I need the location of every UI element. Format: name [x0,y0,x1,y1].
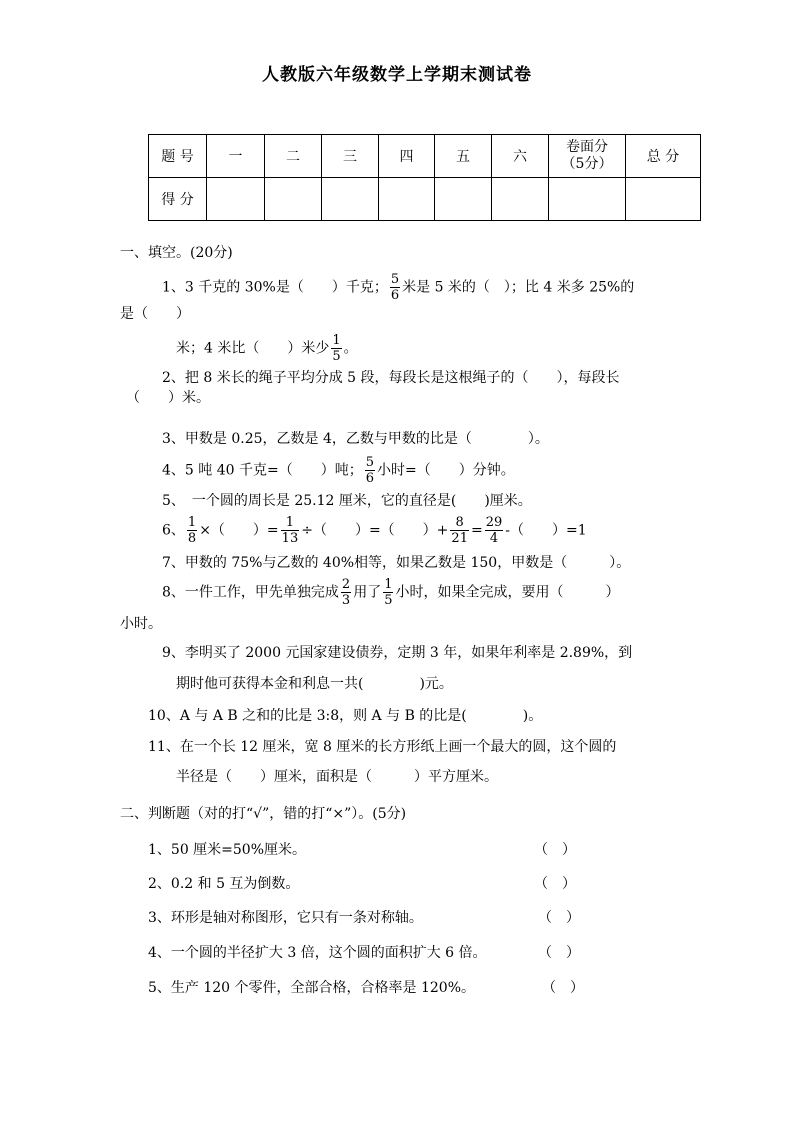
question-text: 1、3 千克的 30%是（ ）千克； [162,279,388,296]
question-text: ×（ ）= [199,522,279,539]
fraction [383,577,393,608]
fraction-denominator: 21 [451,531,468,546]
fraction [485,515,504,546]
fraction [390,272,400,303]
table-header-cell: 三 [322,135,379,178]
question-9-cont [176,674,486,696]
question-text: 米是 5 米的（ ）；比 4 米多 25%的 [402,279,635,296]
table-header-cell: 一 [207,135,265,178]
judge-item: 1、50 厘米=50%厘米。 [148,842,307,858]
score-cell[interactable] [492,178,549,221]
question-text: 小时=（ ）分钟。 [377,462,515,479]
question-10: 10、A 与 A B 之和的比是 3:8，则 A 与 B 的比是( )。 [148,708,543,724]
question-1 [162,272,634,303]
fraction-denominator: 5 [332,349,341,364]
fraction-numerator: 1 [281,515,300,531]
question-9: 9、李明买了 2000 元国家建设债券，定期 3 年，如果年利率是 2.89%，到 [162,645,633,661]
fraction-numerator: 2 [341,577,351,592]
score-cell[interactable] [265,178,322,221]
judge-item: 3、环形是轴对称图形，它只有一条对称轴。 [148,910,423,926]
table-header-cell: 二 [265,135,322,178]
judge-item: 4、一个圆的半径扩大 3 倍，这个圆的面积扩大 6 倍。 [148,945,487,961]
score-cell[interactable] [379,178,435,221]
score-table [148,134,701,221]
fraction [341,577,351,608]
question-text: ÷（ ）=（ ）+ [301,522,449,539]
table-header-cell: 五 [435,135,492,178]
fraction-denominator: 8 [187,531,197,546]
fraction-denominator: 13 [281,531,299,546]
fraction-denominator: 6 [365,471,374,486]
question-1-cont [176,333,358,364]
fraction-numerator: 29 [485,515,503,530]
table-header-cell: 总 分 [626,135,701,178]
fraction-numerator: 8 [450,515,469,531]
question-text: 4、5 吨 40 千克=（ ）吨； [162,462,363,479]
answer-paren[interactable]: （ ） [538,945,580,961]
fraction-numerator: 1 [187,515,197,530]
answer-paren[interactable]: （ ） [538,910,580,926]
question-text: -（ ）=1 [505,522,587,539]
fraction-numerator: 1 [384,577,393,592]
page-title: 人教版六年级数学上学期末测试卷 [262,65,532,85]
question-11-cont: 半径是（ ）厘米，面积是（ ）平方厘米。 [176,769,498,785]
table-header-cell [549,135,626,178]
answer-paren[interactable]: （ ） [534,842,576,858]
question-5: 5、 一个圆的周长是 25.12 厘米，它的直径是( )厘米。 [162,493,532,509]
table-header-cell: 六 [492,135,549,178]
question-6 [162,515,587,546]
table-row-label: 得 分 [149,178,207,221]
header-line: （5分） [561,156,613,172]
fraction-numerator: 5 [365,455,374,470]
question-text: 2、把 8 米长的绳子平均分成 5 段，每段长是这根绳子的（ ），每段长 [162,370,620,386]
question-text: 小时。 [120,616,162,632]
question-8 [162,577,619,608]
fraction-numerator: 5 [390,272,400,287]
question-3: 3、甲数是 0.25，乙数是 4，乙数与甲数的比是（ ）。 [162,431,549,447]
question-text: 6、 [162,522,185,539]
answer-paren[interactable]: （ ） [542,980,584,996]
header-line: 卷面分 [566,139,608,155]
fraction-denominator: 5 [384,593,393,608]
question-11: 11、在一个长 12 厘米，宽 8 厘米的长方形纸上画一个最大的圆，这个圆的 [148,739,617,755]
fraction-denominator: 6 [390,288,400,303]
fraction-denominator: 4 [489,531,499,546]
section-heading: 二、判断题（对的打“√”，错的打“×”）。(5分) [120,806,407,822]
fraction [187,515,197,546]
answer-paren[interactable]: （ ） [534,876,576,892]
question-text: 期时他可获得本金和利息一共( )元。 [176,676,446,692]
score-cell[interactable] [626,178,701,221]
question-text: = [470,522,483,539]
section-heading: 一、填空。(20分) [120,245,233,261]
score-cell[interactable] [322,178,379,221]
fraction-numerator: 1 [332,333,341,348]
question-4 [162,455,515,486]
question-text: 米；4 米比（ ）米少 [176,340,330,357]
question-text: 是（ ） [120,306,190,322]
judge-item: 5、生产 120 个零件，全部合格，合格率是 120%。 [148,980,476,996]
score-cell[interactable] [549,178,626,221]
fraction [450,515,469,546]
score-cell[interactable] [207,178,265,221]
fraction [365,455,375,486]
question-text: 8、一件工作，甲先单独完成 [162,584,339,601]
question-text: 。 [343,340,358,357]
table-header-cell: 四 [379,135,435,178]
question-text: （ ）米。 [126,390,210,406]
faint-mark [446,681,486,690]
score-cell[interactable] [435,178,492,221]
judge-item: 2、0.2 和 5 互为倒数。 [148,876,300,892]
question-text: 小时，如果全完成，要用（ ） [395,584,620,601]
fraction-denominator: 3 [341,593,351,608]
question-text: 用了 [353,584,382,601]
table-header-cell: 题 号 [149,135,207,178]
fraction [331,333,341,364]
fraction [281,515,300,546]
question-7: 7、甲数的 75%与乙数的 40%相等，如果乙数是 150，甲数是（ ）。 [162,555,631,571]
